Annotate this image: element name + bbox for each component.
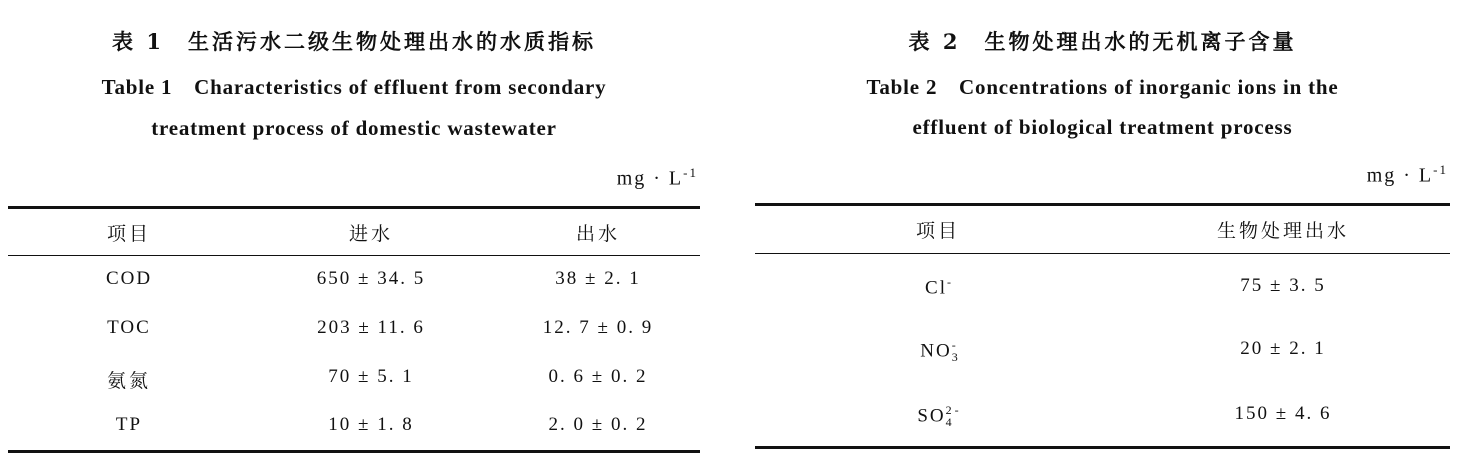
table-2-header-rule — [755, 253, 1450, 254]
table-1-row-ammonia-influent: 70 ± 5. 1 — [328, 366, 414, 387]
table-2-header-item: 项目 — [915, 220, 961, 242]
table-1-header-effluent: 出水 — [575, 223, 621, 245]
table-1-row-ammonia-item: 氨氮 — [106, 370, 152, 392]
table-1-row-tp-influent: 10 ± 1. 8 — [328, 414, 414, 435]
table-1-unit: mg · $L^{-1}$ — [616, 165, 698, 190]
table-1-row-cod-effluent: 38 ± 2. 1 — [555, 268, 641, 289]
table-2-caption-en-line-2: effluent of biological treatment process — [912, 115, 1293, 139]
table-2-row-sulfate-value: 150 ± 4. 6 — [1234, 403, 1332, 424]
table-1-row-toc-effluent: 12. 7 ± 0. 9 — [542, 317, 654, 338]
table-1-row-toc-item: TOC — [107, 317, 151, 338]
table-1-row-tp-effluent: 2. 0 ± 0. 2 — [548, 414, 648, 435]
table-1-row-tp-item: TP — [115, 414, 143, 435]
table-2-row-chloride-ion: Cl- — [925, 275, 951, 299]
table-2-row-chloride-value: 75 ± 3. 5 — [1240, 275, 1326, 296]
table-1-caption-en-line-2: treatment process of domestic wastewater — [151, 116, 557, 140]
table-1-bottom-rule — [8, 450, 700, 453]
table-1-row-cod-item: COD — [105, 268, 153, 289]
table-2-caption-en-line-1: Table 2 Concentrations of inorganic ions in the — [866, 75, 1339, 99]
table-2-row-nitrate-value: 20 ± 2. 1 — [1240, 338, 1326, 359]
table-2-unit: mg · $L^{-1}$ — [1366, 162, 1448, 187]
table-1-caption-en-line-1: Table 1 Characteristics of effluent from secondary — [101, 75, 607, 99]
table-1-row-cod-influent: 650 ± 34. 5 — [316, 268, 426, 289]
table-1-row-toc-influent: 203 ± 11. 6 — [317, 317, 425, 338]
table-2-bottom-rule — [755, 446, 1450, 449]
table-2-header-bio-effluent: 生物处理出水 — [1216, 220, 1350, 242]
table-1-caption-zh: 表 1 生活污水二级生物处理出水的水质指标 — [112, 29, 596, 54]
table-1-row-ammonia-effluent: 0. 6 ± 0. 2 — [548, 366, 648, 387]
table-2-row-sulfate-ion: $SO_4^{2 -}$ — [917, 403, 959, 430]
table-1-top-rule — [8, 206, 700, 209]
table-2-caption-zh: 表 2 生物处理出水的无机离子含量 — [908, 29, 1297, 54]
table-2-row-nitrate-ion: $NO_3^-$ — [920, 338, 958, 365]
table-1-header-rule — [8, 255, 700, 256]
table-1-header-item: 项目 — [106, 223, 152, 245]
table-1-header-influent: 进水 — [348, 223, 394, 245]
table-2-top-rule — [755, 203, 1450, 206]
